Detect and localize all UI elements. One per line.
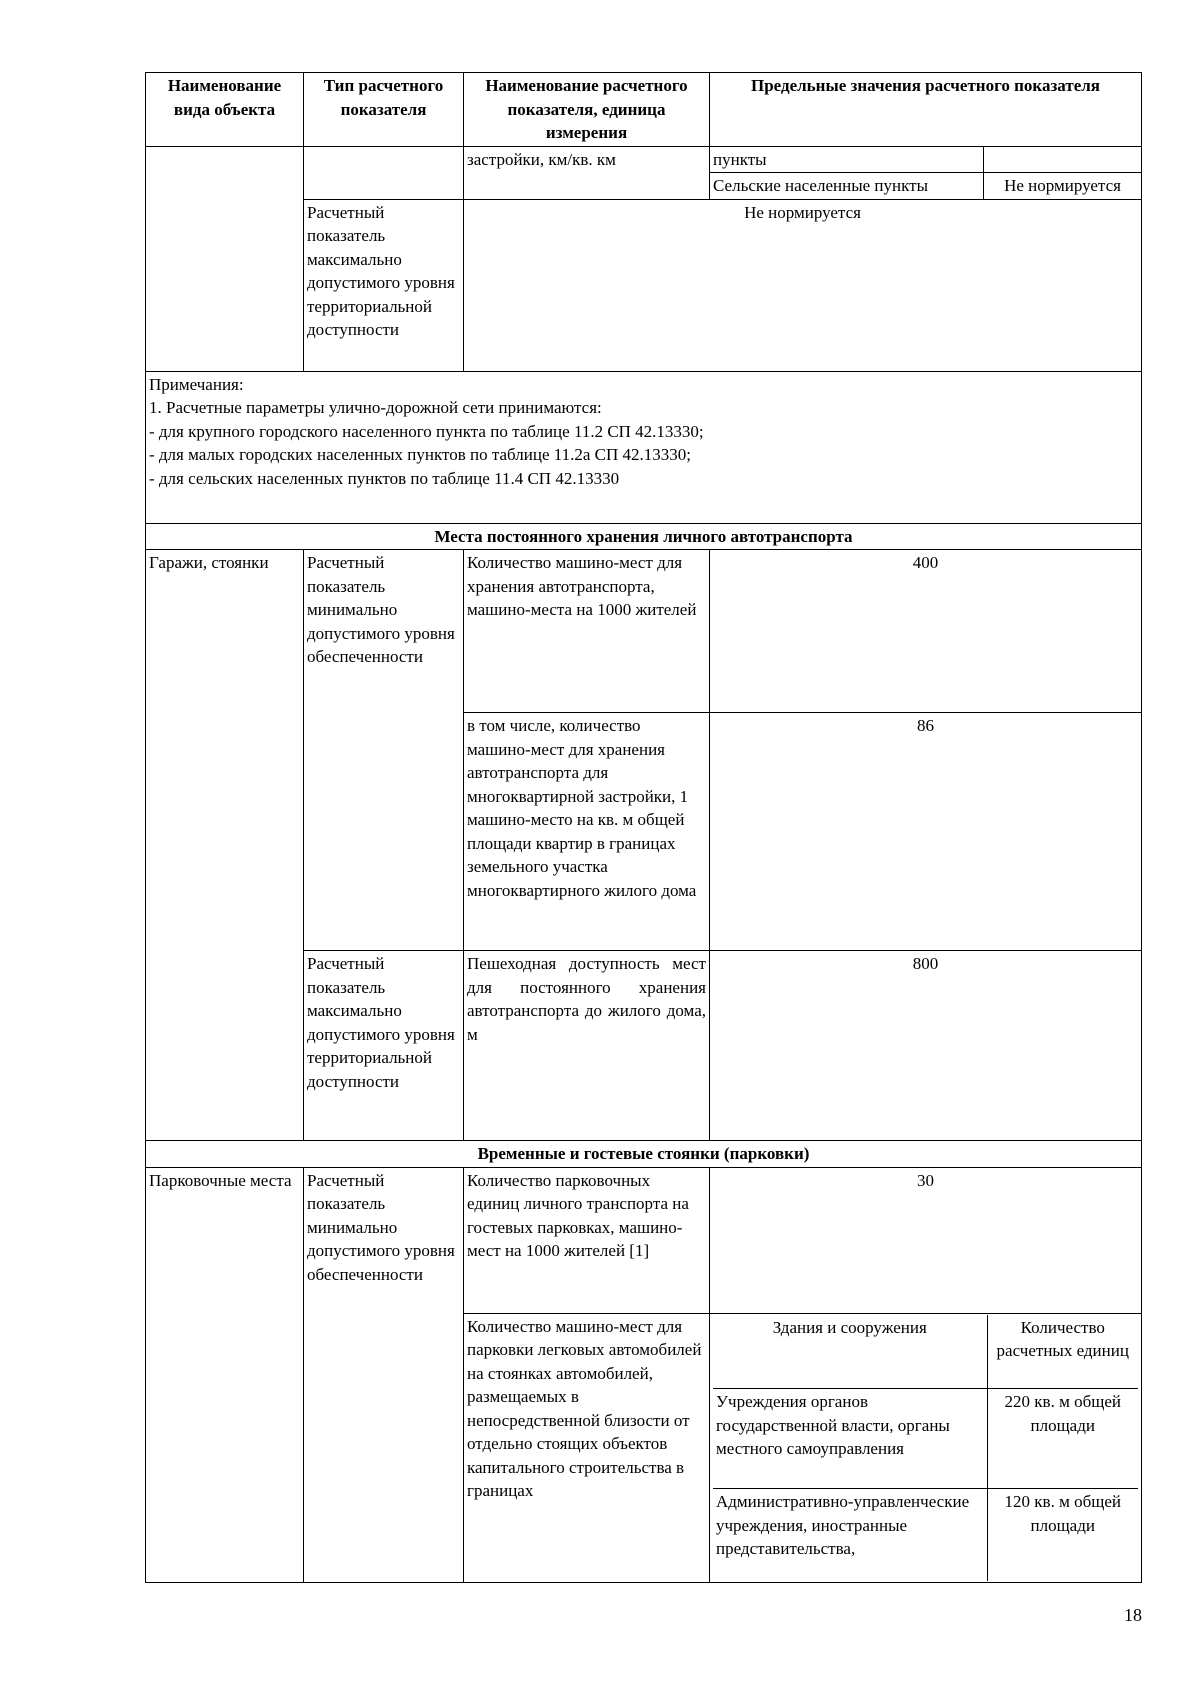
object-parking-places: Парковочные места: [146, 1167, 304, 1582]
type-max-accessibility: Расчетный показатель максимально допустимого уровня территориальной доступности: [304, 199, 464, 371]
indicator-car-parking: Количество машино-мест для парковки легковых автомобилей на стоянках автомобилей, размещаемых в непосредственной близости от отдельно стоящих объектов капитального строительства в границах: [464, 1313, 710, 1582]
indicator-guest-parking: Количество парковочных единиц личного транспорта на гостевых парковках, машино-мест на 1000 жителей [1]: [464, 1167, 710, 1313]
notes-row: [146, 371, 1142, 523]
header-object-type: Наименование вида объекта: [146, 73, 304, 147]
page-number: 18: [1124, 1605, 1142, 1625]
indicator-parking-spaces: Количество машино-мест для хранения автотранспорта, машино-места на 1000 жителей: [464, 550, 710, 713]
building-units: 120 кв. м общей площади: [1004, 1492, 1121, 1535]
section-title-temporary: Временные и гостевые стоянки (парковки): [146, 1141, 1142, 1168]
type-max-accessibility: Расчетный показатель максимально допустимого уровня территориальной доступности: [304, 951, 464, 1141]
table-row: [146, 146, 1142, 173]
building-name: Административно-управленческие учреждения, иностранные представительства,: [713, 1489, 987, 1581]
header-limit-values: Предельные значения расчетного показателя: [710, 73, 1142, 147]
note-line: - для малых городских населенных пунктов по таблице 11.2а СП 42.13330;: [149, 445, 691, 464]
section-title-permanent: Места постоянного хранения личного автотранспорта: [146, 523, 1142, 550]
object-cell-empty: [146, 146, 304, 371]
subheader-buildings: Здания и сооружения: [713, 1315, 987, 1389]
value-apartment-parking: 86: [710, 713, 1142, 951]
table-row: [713, 1489, 1138, 1581]
value-walking-distance: 800: [710, 951, 1142, 1141]
note-line: - для сельских населенных пунктов по таблице 11.4 СП 42.13330: [149, 468, 620, 488]
subtable-header-row: [713, 1315, 1138, 1389]
header-indicator-name: Наименование расчетного показателя, единица измерения: [464, 73, 710, 147]
settlement-value-urban: [984, 146, 1142, 173]
buildings-subtable: [713, 1315, 1138, 1581]
type-cell-empty: [304, 146, 464, 199]
section-title-row: [146, 523, 1142, 550]
building-units: 220 кв. м общей площади: [987, 1389, 1138, 1489]
table-row: [146, 1167, 1142, 1313]
section-title-row: [146, 1141, 1142, 1168]
settlement-label-urban: пункты: [710, 146, 984, 173]
settlement-label-rural: Сельские населенные пункты: [710, 173, 984, 200]
notes-title: Примечания:: [149, 374, 244, 394]
object-garages: Гаражи, стоянки: [146, 550, 304, 1141]
standards-table: [145, 72, 1142, 1583]
table-row: [713, 1389, 1138, 1489]
notes-cell: [146, 371, 1142, 523]
note-line: 1. Расчетные параметры улично-дорожной сети принимаются:: [149, 398, 602, 417]
table-row: [146, 550, 1142, 713]
indicator-apartment-parking: в том числе, количество машино-мест для хранения автотранспорта для многоквартирной застройки, 1 машино-место на кв. м общей площади квартир в границах земельного участка многоквартирного жилого дома: [464, 713, 710, 951]
value-parking-spaces: 400: [710, 550, 1142, 713]
table-header-row: [146, 73, 1142, 147]
settlement-value-rural: Не нормируется: [984, 173, 1142, 200]
value-guest-parking: 30: [710, 1167, 1142, 1313]
building-name: Учреждения органов государственной власти, органы местного самоуправления: [713, 1389, 987, 1489]
max-accessibility-value: Не нормируется: [464, 199, 1142, 371]
subheader-units: Количество расчетных единиц: [987, 1315, 1138, 1389]
indicator-walking-distance: Пешеходная доступность мест для постоянного хранения автотранспорта до жилого дома, м: [464, 951, 710, 1141]
type-min-provision: Расчетный показатель минимально допустимого уровня обеспеченности: [304, 550, 464, 951]
indicator-continuation: застройки, км/кв. км: [464, 146, 710, 199]
type-min-provision: Расчетный показатель минимально допустимого уровня обеспеченности: [304, 1167, 464, 1582]
header-indicator-type: Тип расчетного показателя: [304, 73, 464, 147]
buildings-subtable-cell: [710, 1313, 1142, 1582]
note-line: - для крупного городского населенного пункта по таблице 11.2 СП 42.13330;: [149, 421, 704, 441]
